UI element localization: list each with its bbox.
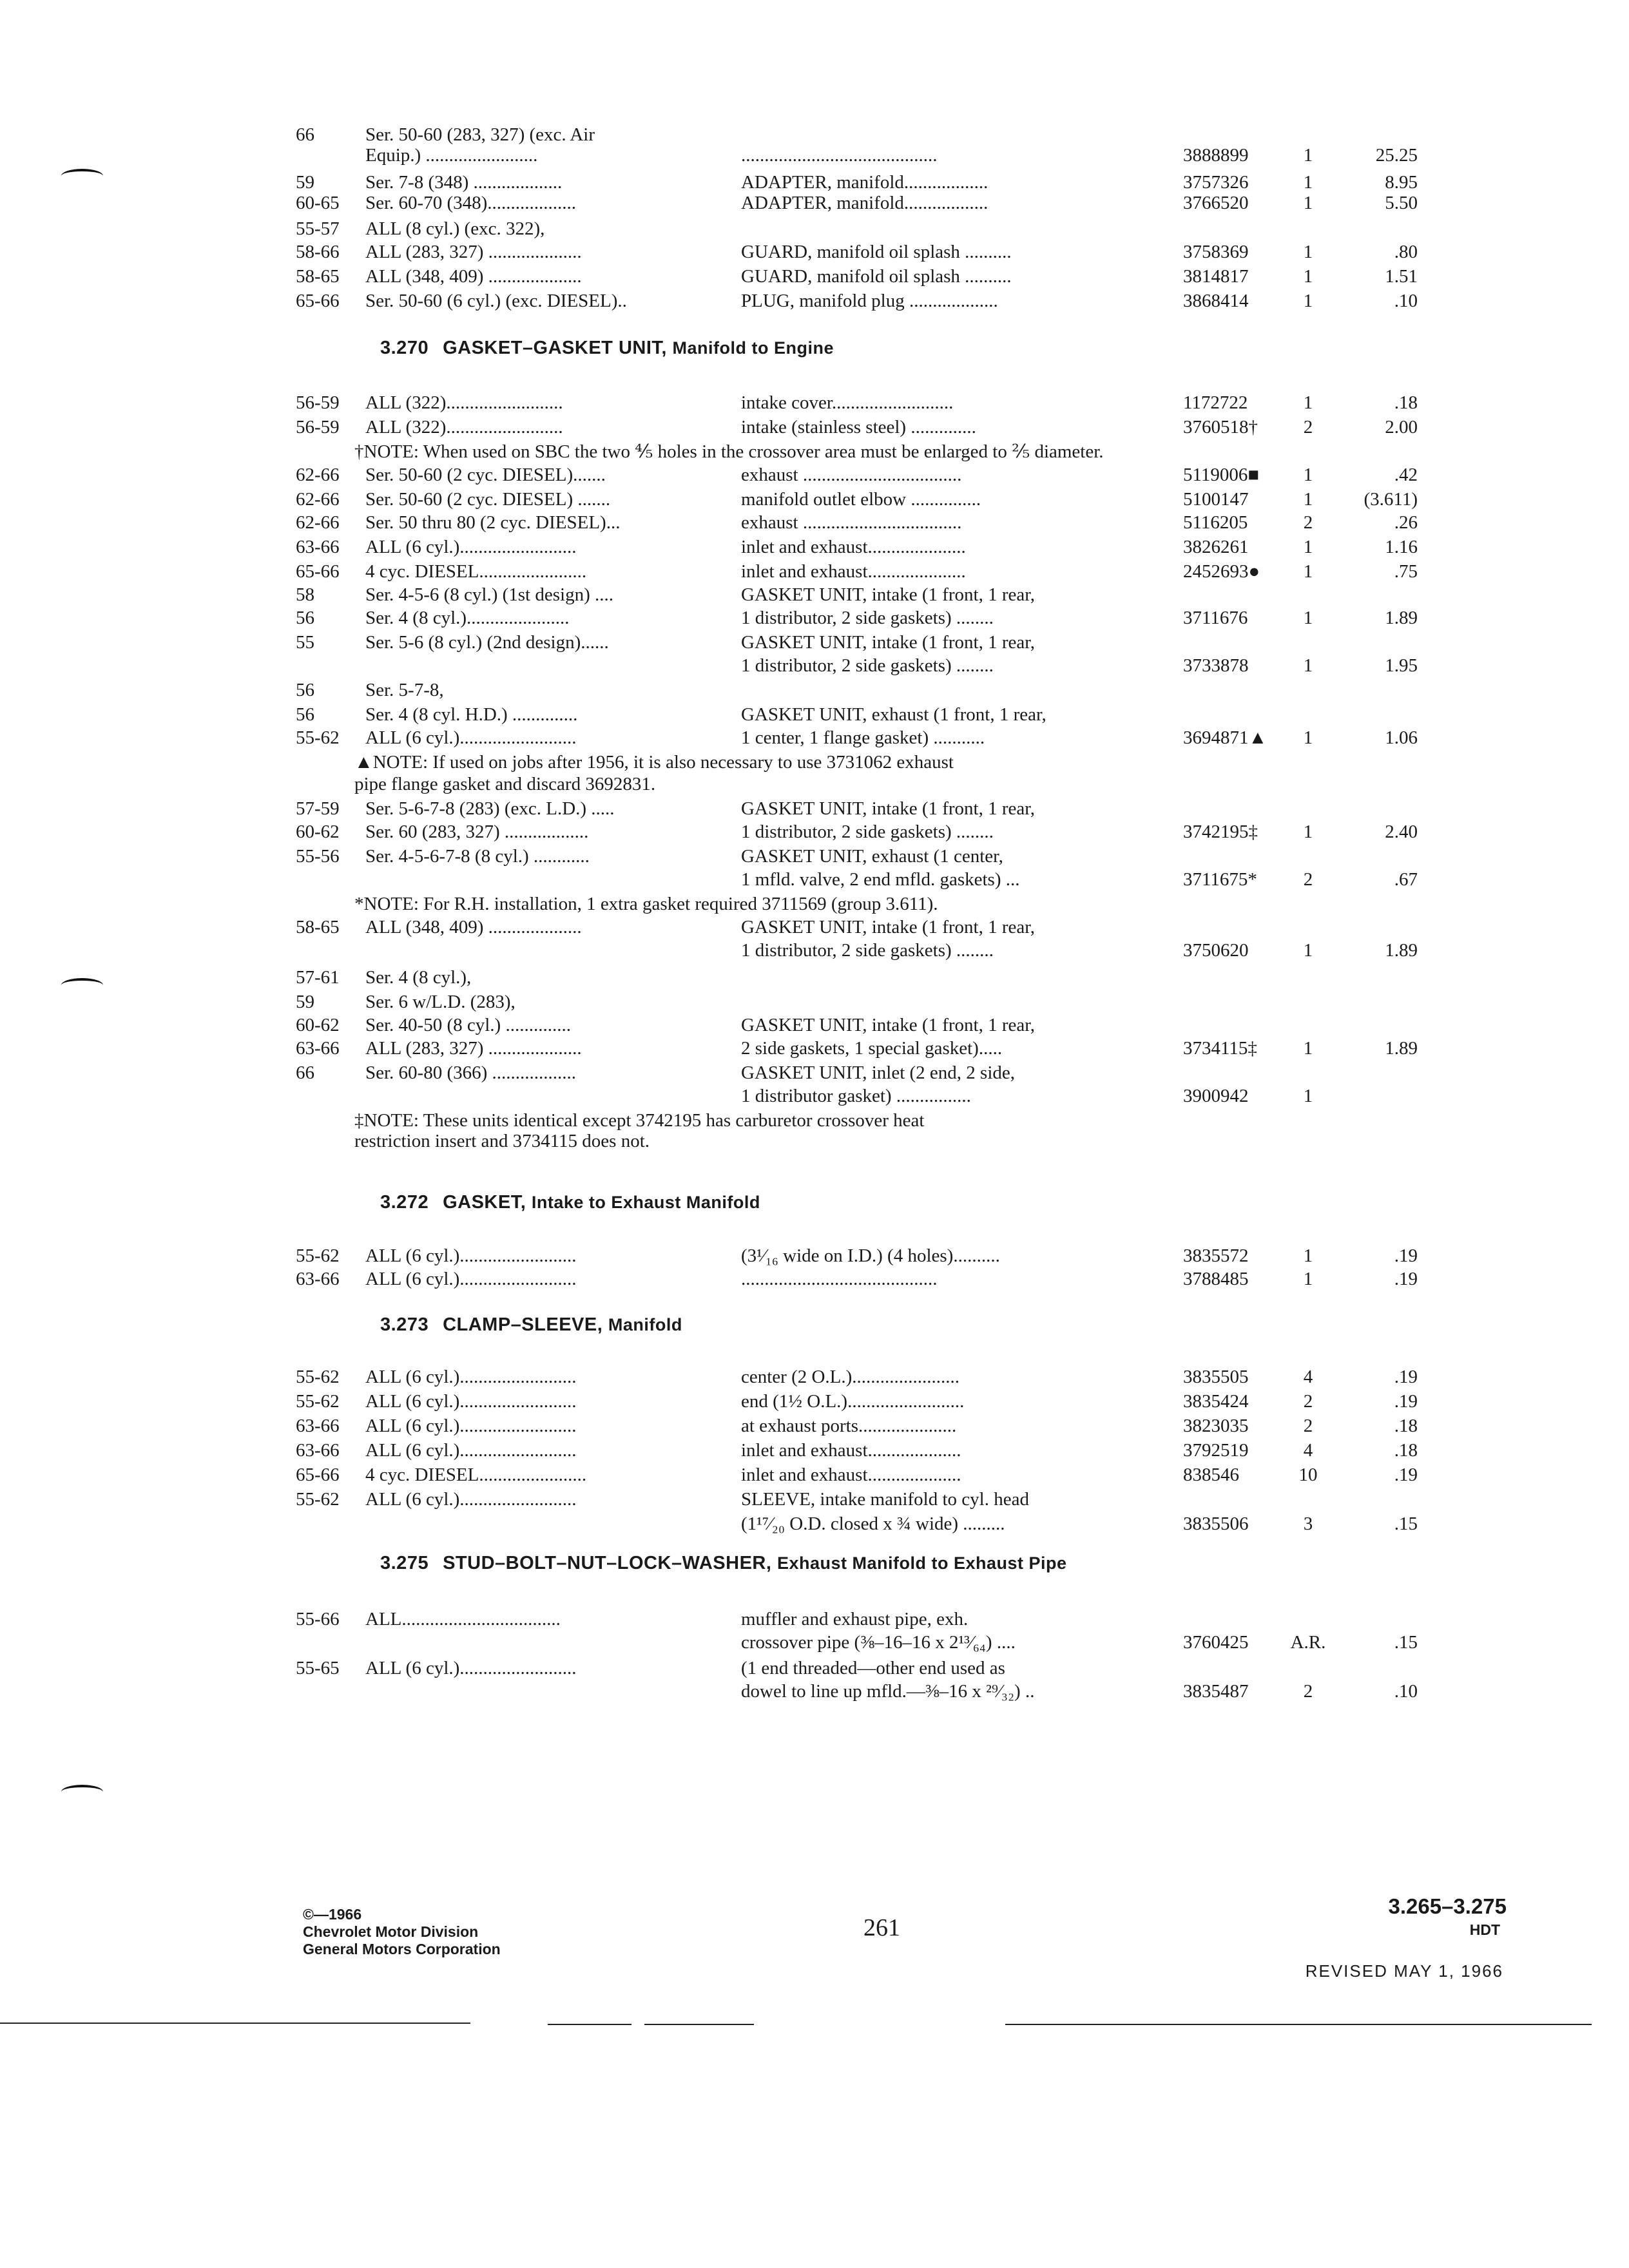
price-cell: .19 — [1394, 1245, 1418, 1266]
applicability-cell: ALL (6 cyl.)......................... — [365, 1658, 577, 1678]
part-row — [0, 390, 1629, 415]
price-cell: .18 — [1394, 1440, 1418, 1461]
part-row — [0, 559, 1629, 584]
description-cell: GASKET UNIT, intake (1 front, 1 rear, — [741, 798, 1035, 819]
description-cell: end (1½ O.L.)......................... — [741, 1391, 965, 1412]
quantity-cell: 1 — [1303, 193, 1313, 213]
yr-cell: 63-66 — [296, 1416, 340, 1436]
part-number-cell: 3814817 — [1183, 266, 1249, 287]
price-cell: 1.89 — [1385, 1038, 1418, 1059]
part-number-cell: 3750620 — [1183, 940, 1249, 961]
part-number-cell: 3835505 — [1183, 1367, 1249, 1387]
yr-cell: 58-65 — [296, 917, 340, 937]
quantity-cell: 1 — [1303, 145, 1313, 166]
yr-cell: 56 — [296, 680, 314, 700]
quantity-cell: 1 — [1303, 392, 1313, 413]
part-number-cell: 3757326 — [1183, 172, 1249, 193]
description-cell: muffler and exhaust pipe, exh. — [741, 1609, 969, 1629]
part-row — [0, 678, 1629, 702]
price-cell: .19 — [1394, 1269, 1418, 1289]
section-subtitle: Manifold — [608, 1315, 682, 1334]
yr-cell: 62-66 — [296, 465, 340, 485]
applicability-cell: Ser. 50-60 (6 cyl.) (exc. DIESEL).. — [365, 291, 627, 311]
part-row — [0, 702, 1629, 727]
part-row — [0, 463, 1629, 487]
applicability-cell: Ser. 60-70 (348)................... — [365, 193, 577, 213]
price-cell: .19 — [1394, 1391, 1418, 1412]
description-cell: at exhaust ports..................... — [741, 1416, 957, 1436]
quantity-cell: 1 — [1303, 172, 1313, 193]
description-cell: (1¹⁷⁄₂₀ O.D. closed x ¾ wide) ......... — [741, 1514, 1005, 1534]
applicability-cell: Equip.) ........................ — [365, 145, 538, 166]
yr-cell: 66 — [296, 124, 314, 145]
price-cell: 1.89 — [1385, 608, 1418, 628]
description-cell: center (2 O.L.)....................... — [741, 1367, 960, 1387]
yr-cell: 65-66 — [296, 291, 340, 311]
part-number-cell: 1172722 — [1183, 392, 1248, 413]
description-cell: (1 end threaded—other end used as — [741, 1658, 1005, 1678]
part-number-cell: 3835572 — [1183, 1245, 1249, 1266]
yr-cell: 65-66 — [296, 1465, 340, 1485]
price-cell: .10 — [1394, 291, 1418, 311]
applicability-cell: Ser. 4-5-6 (8 cyl.) (1st design) .... — [365, 584, 613, 605]
applicability-cell: ALL (322)......................... — [365, 417, 563, 437]
quantity-cell: 1 — [1303, 940, 1313, 961]
quantity-cell: 4 — [1303, 1440, 1313, 1461]
applicability-cell: Ser. 4 (8 cyl.)...................... — [365, 608, 570, 628]
quantity-cell: 1 — [1303, 1086, 1313, 1106]
price-cell: .26 — [1394, 512, 1418, 533]
footnote-text: †NOTE: When used on SBC the two ⅘ holes in the crossover area must be enlarged to ⅖ diameter. — [354, 441, 1104, 462]
section-number: 3.275 — [380, 1553, 429, 1573]
applicability-cell: ALL (6 cyl.)......................... — [365, 1269, 577, 1289]
yr-cell: 60-62 — [296, 822, 340, 842]
yr-cell: 55-62 — [296, 1245, 340, 1266]
part-row — [0, 1244, 1629, 1268]
part-row — [0, 1414, 1629, 1438]
copyright: ©—1966 — [303, 1906, 362, 1923]
quantity-cell: 2 — [1303, 512, 1313, 533]
footnote-row — [0, 750, 1629, 774]
part-row — [0, 844, 1629, 869]
applicability-cell: Ser. 4 (8 cyl. H.D.) .............. — [365, 704, 578, 725]
applicability-cell: Ser. 7-8 (348) ................... — [365, 172, 563, 193]
part-row — [0, 1061, 1629, 1085]
part-number-cell: 3694871▲ — [1183, 727, 1268, 748]
description-cell: GASKET UNIT, intake (1 front, 1 rear, — [741, 584, 1035, 605]
quantity-cell: 2 — [1303, 1391, 1313, 1412]
section-title: GASKET, — [443, 1192, 526, 1213]
part-number-cell: 5119006■ — [1183, 465, 1259, 485]
price-cell: .18 — [1394, 1416, 1418, 1436]
applicability-cell: Ser. 4-5-6-7-8 (8 cyl.) ............ — [365, 846, 590, 867]
section-number: 3.270 — [380, 338, 429, 358]
part-row — [0, 1438, 1629, 1463]
applicability-cell: Ser. 5-6 (8 cyl.) (2nd design)...... — [365, 632, 609, 653]
yr-cell: 65-66 — [296, 561, 340, 582]
price-cell: (3.611) — [1364, 489, 1418, 510]
description-cell: .......................................... — [741, 145, 938, 166]
part-row — [0, 240, 1629, 264]
quantity-cell: 10 — [1298, 1465, 1318, 1485]
part-number-cell: 3826261 — [1183, 537, 1249, 557]
quantity-cell: 2 — [1303, 1416, 1313, 1436]
part-row — [0, 726, 1629, 750]
price-cell: 1.06 — [1385, 727, 1418, 748]
yr-cell: 63-66 — [296, 537, 340, 557]
part-number-cell: 3760425 — [1183, 1632, 1249, 1653]
quantity-cell: 1 — [1303, 655, 1313, 676]
part-number-cell: 3788485 — [1183, 1269, 1249, 1289]
applicability-cell: ALL (348, 409) .................... — [365, 266, 582, 287]
page-number: 261 — [863, 1914, 900, 1941]
section-number: 3.272 — [380, 1192, 429, 1213]
applicability-cell: Ser. 60 (283, 327) .................. — [365, 822, 589, 842]
applicability-cell: Ser. 5-7-8, — [365, 680, 444, 700]
divider — [548, 2024, 631, 2025]
applicability-cell: ALL (6 cyl.)......................... — [365, 1489, 577, 1510]
part-row — [0, 1656, 1629, 1680]
divider — [644, 2024, 754, 2025]
footnote-text: ▲NOTE: If used on jobs after 1956, it is also necessary to use 3731062 exhaust — [354, 752, 954, 773]
quantity-cell: 1 — [1303, 537, 1313, 557]
part-row — [0, 1389, 1629, 1414]
footnote-row — [0, 772, 1629, 796]
description-cell: GUARD, manifold oil splash .......... — [741, 242, 1012, 262]
part-row — [0, 990, 1629, 1014]
applicability-cell: Ser. 50-60 (2 cyc. DIESEL)....... — [365, 465, 606, 485]
section-title: CLAMP–SLEEVE, — [443, 1314, 603, 1335]
quantity-cell: 2 — [1303, 417, 1313, 437]
price-cell: 1.95 — [1385, 655, 1418, 676]
group-range: 3.265–3.275 — [1388, 1894, 1507, 1918]
description-cell: exhaust .................................. — [741, 512, 962, 533]
price-cell: 1.51 — [1385, 266, 1418, 287]
price-cell: 1.89 — [1385, 940, 1418, 961]
description-cell: GASKET UNIT, intake (1 front, 1 rear, — [741, 1015, 1035, 1035]
price-cell: 8.95 — [1385, 172, 1418, 193]
part-number-cell: 3711676 — [1183, 608, 1248, 628]
part-number-cell: 3868414 — [1183, 291, 1249, 311]
part-row — [0, 965, 1629, 990]
description-cell: 1 distributor, 2 side gaskets) ........ — [741, 822, 994, 842]
applicability-cell: ALL (6 cyl.)......................... — [365, 1440, 577, 1461]
description-cell: 1 distributor, 2 side gaskets) ........ — [741, 655, 994, 676]
part-row — [0, 1512, 1629, 1536]
applicability-cell: Ser. 4 (8 cyl.), — [365, 967, 472, 988]
catalog-code: HDT — [1469, 1921, 1500, 1938]
yr-cell: 62-66 — [296, 489, 340, 510]
part-row — [0, 1267, 1629, 1291]
price-cell: .15 — [1394, 1632, 1418, 1653]
part-row — [0, 938, 1629, 963]
description-cell: intake cover.......................... — [741, 392, 954, 413]
price-cell: .19 — [1394, 1367, 1418, 1387]
quantity-cell: 4 — [1303, 1367, 1313, 1387]
applicability-cell: 4 cyc. DIESEL....................... — [365, 1465, 587, 1485]
applicability-cell: 4 cyc. DIESEL....................... — [365, 561, 587, 582]
part-row — [0, 487, 1629, 512]
part-row — [0, 510, 1629, 535]
footnote-text: pipe flange gasket and discard 3692831. — [354, 774, 656, 794]
part-number-cell: 3766520 — [1183, 193, 1249, 213]
part-number-cell: 3760518† — [1183, 417, 1258, 437]
part-row — [0, 796, 1629, 821]
yr-cell: 56-59 — [296, 392, 340, 413]
yr-cell: 56 — [296, 608, 314, 628]
yr-cell: 55-65 — [296, 1658, 340, 1678]
description-cell: crossover pipe (⅜–16–16 x 2¹³⁄₆₄) .... — [741, 1632, 1016, 1653]
part-row — [0, 1365, 1629, 1389]
quantity-cell: 1 — [1303, 291, 1313, 311]
description-cell: GASKET UNIT, exhaust (1 front, 1 rear, — [741, 704, 1046, 725]
binder-hole-mark — [61, 1785, 103, 1799]
description-cell: GASKET UNIT, inlet (2 end, 2 side, — [741, 1062, 1016, 1083]
price-cell: .80 — [1394, 242, 1418, 262]
part-row — [0, 606, 1629, 630]
yr-cell: 58 — [296, 584, 314, 605]
part-number-cell: 3742195‡ — [1183, 822, 1258, 842]
description-cell: inlet and exhaust..................... — [741, 537, 966, 557]
applicability-cell: Ser. 50-60 (283, 327) (exc. Air — [365, 124, 595, 145]
applicability-cell: ALL (6 cyl.)......................... — [365, 1416, 577, 1436]
quantity-cell: 3 — [1303, 1514, 1313, 1534]
part-row — [0, 289, 1629, 313]
quantity-cell: 1 — [1303, 242, 1313, 262]
description-cell: exhaust .................................. — [741, 465, 962, 485]
description-cell: .......................................... — [741, 1269, 938, 1289]
part-number-cell: 838546 — [1183, 1465, 1239, 1485]
quantity-cell: 1 — [1303, 561, 1313, 582]
yr-cell: 58-66 — [296, 242, 340, 262]
description-cell: 1 mfld. valve, 2 end mfld. gaskets) ... — [741, 869, 1020, 890]
part-row — [0, 264, 1629, 289]
footnote-row — [0, 1129, 1629, 1153]
part-row — [0, 1630, 1629, 1655]
quantity-cell: 1 — [1303, 489, 1313, 510]
revised-date: REVISED MAY 1, 1966 — [1305, 1961, 1503, 1981]
footnote-row — [0, 439, 1629, 464]
part-row — [0, 1607, 1629, 1631]
description-cell: ADAPTER, manifold.................. — [741, 193, 988, 213]
section-header-3-272 — [380, 1192, 760, 1213]
yr-cell: 55-62 — [296, 1391, 340, 1412]
description-cell: 2 side gaskets, 1 special gasket)..... — [741, 1038, 1003, 1059]
section-subtitle: Exhaust Manifold to Exhaust Pipe — [776, 1553, 1067, 1573]
part-row — [0, 915, 1629, 939]
quantity-cell: 1 — [1303, 1038, 1313, 1059]
quantity-cell: 1 — [1303, 1269, 1313, 1289]
footnote-text: ‡NOTE: These units identical except 3742195 has carburetor crossover heat — [354, 1110, 925, 1131]
applicability-cell: ALL (6 cyl.)......................... — [365, 1245, 577, 1266]
description-cell: 1 distributor, 2 side gaskets) ........ — [741, 608, 994, 628]
footnote-row — [0, 892, 1629, 916]
part-row — [0, 653, 1629, 678]
applicability-cell: ALL.................................. — [365, 1609, 561, 1629]
yr-cell: 60-65 — [296, 193, 340, 213]
yr-cell: 59 — [296, 992, 314, 1012]
part-number-cell: 3734115‡ — [1183, 1038, 1257, 1059]
part-row — [0, 216, 1629, 241]
quantity-cell: 1 — [1303, 822, 1313, 842]
applicability-cell: ALL (8 cyl.) (exc. 322), — [365, 218, 545, 239]
description-cell: 1 distributor, 2 side gaskets) ........ — [741, 940, 994, 961]
footer-publisher — [303, 1906, 501, 1958]
part-row — [0, 535, 1629, 559]
applicability-cell: Ser. 50-60 (2 cyc. DIESEL) ....... — [365, 489, 611, 510]
section-subtitle: Manifold to Engine — [672, 338, 834, 358]
description-cell: ADAPTER, manifold.................. — [741, 172, 988, 193]
yr-cell: 55-62 — [296, 1489, 340, 1510]
part-number-cell: 3900942 — [1183, 1086, 1249, 1106]
yr-cell: 66 — [296, 1062, 314, 1083]
yr-cell: 63-66 — [296, 1269, 340, 1289]
part-row — [0, 1036, 1629, 1061]
applicability-cell: ALL (283, 327) .................... — [365, 1038, 582, 1059]
yr-cell: 57-59 — [296, 798, 340, 819]
part-row — [0, 1679, 1629, 1704]
applicability-cell: ALL (6 cyl.)......................... — [365, 1391, 577, 1412]
section-number: 3.273 — [380, 1314, 429, 1335]
yr-cell: 57-61 — [296, 967, 340, 988]
description-cell: inlet and exhaust.................... — [741, 1440, 961, 1461]
part-row — [0, 820, 1629, 844]
section-header-3-275 — [380, 1553, 1067, 1574]
price-cell: .67 — [1394, 869, 1418, 890]
description-cell: intake (stainless steel) .............. — [741, 417, 976, 437]
yr-cell: 55-66 — [296, 1609, 340, 1629]
yr-cell: 56-59 — [296, 417, 340, 437]
part-number-cell: 3792519 — [1183, 1440, 1249, 1461]
description-cell: dowel to line up mfld.—⅜–16 x ²⁹⁄₃₂) .. — [741, 1681, 1035, 1702]
description-cell: 1 distributor gasket) ................ — [741, 1086, 971, 1106]
description-cell: (3¹⁄₁₆ wide on I.D.) (4 holes).......... — [741, 1245, 1000, 1266]
part-row — [0, 630, 1629, 655]
applicability-cell: ALL (322)......................... — [365, 392, 563, 413]
price-cell: .75 — [1394, 561, 1418, 582]
applicability-cell: ALL (6 cyl.)......................... — [365, 537, 577, 557]
part-row — [0, 1463, 1629, 1487]
yr-cell: 56 — [296, 704, 314, 725]
applicability-cell: ALL (6 cyl.)......................... — [365, 1367, 577, 1387]
price-cell: 5.50 — [1385, 193, 1418, 213]
part-row — [0, 582, 1629, 607]
part-number-cell: 3835424 — [1183, 1391, 1249, 1412]
applicability-cell: Ser. 50 thru 80 (2 cyc. DIESEL)... — [365, 512, 621, 533]
price-cell: .18 — [1394, 392, 1418, 413]
part-row — [0, 1084, 1629, 1108]
quantity-cell: A.R. — [1290, 1632, 1326, 1653]
description-cell: GASKET UNIT, intake (1 front, 1 rear, — [741, 632, 1035, 653]
price-cell: .10 — [1394, 1681, 1418, 1702]
part-number-cell: 3711675* — [1183, 869, 1257, 890]
part-number-cell: 5116205 — [1183, 512, 1248, 533]
divider — [0, 2023, 470, 2024]
yr-cell: 59 — [296, 172, 314, 193]
description-cell: manifold outlet elbow ............... — [741, 489, 981, 510]
price-cell: 1.16 — [1385, 537, 1418, 557]
part-row — [0, 191, 1629, 215]
yr-cell: 62-66 — [296, 512, 340, 533]
quantity-cell: 1 — [1303, 465, 1313, 485]
part-number-cell: 3835487 — [1183, 1681, 1249, 1702]
description-cell: 1 center, 1 flange gasket) ........... — [741, 727, 985, 748]
section-title: STUD–BOLT–NUT–LOCK–WASHER, — [443, 1553, 772, 1573]
yr-cell: 63-66 — [296, 1440, 340, 1461]
price-cell: 25.25 — [1375, 145, 1418, 166]
section-subtitle: Intake to Exhaust Manifold — [531, 1193, 760, 1212]
part-number-cell: 3888899 — [1183, 145, 1249, 166]
part-number-cell: 3835506 — [1183, 1514, 1249, 1534]
part-number-cell: 2452693● — [1183, 561, 1260, 582]
price-cell: .42 — [1394, 465, 1418, 485]
section-title: GASKET–GASKET UNIT, — [443, 338, 667, 358]
yr-cell: 55-57 — [296, 218, 340, 239]
yr-cell: 55-56 — [296, 846, 340, 867]
part-row — [0, 1013, 1629, 1037]
part-row — [0, 867, 1629, 892]
yr-cell: 55-62 — [296, 1367, 340, 1387]
price-cell: 2.40 — [1385, 822, 1418, 842]
section-header-3-273 — [380, 1314, 682, 1336]
applicability-cell: ALL (348, 409) .................... — [365, 917, 582, 937]
yr-cell: 55 — [296, 632, 314, 653]
description-cell: PLUG, manifold plug ................... — [741, 291, 998, 311]
quantity-cell: 2 — [1303, 869, 1313, 890]
description-cell: GUARD, manifold oil splash .......... — [741, 266, 1012, 287]
footnote-text: *NOTE: For R.H. installation, 1 extra gasket required 3711569 (group 3.611). — [354, 894, 938, 914]
yr-cell: 63-66 — [296, 1038, 340, 1059]
part-row — [0, 1487, 1629, 1512]
applicability-cell: Ser. 40-50 (8 cyl.) .............. — [365, 1015, 571, 1035]
applicability-cell: Ser. 6 w/L.D. (283), — [365, 992, 516, 1012]
description-cell: inlet and exhaust..................... — [741, 561, 966, 582]
price-cell: 2.00 — [1385, 417, 1418, 437]
applicability-cell: ALL (283, 327) .................... — [365, 242, 582, 262]
yr-cell: 58-65 — [296, 266, 340, 287]
description-cell: inlet and exhaust.................... — [741, 1465, 961, 1485]
applicability-cell: Ser. 60-80 (366) .................. — [365, 1062, 577, 1083]
part-row — [0, 143, 1629, 168]
quantity-cell: 1 — [1303, 608, 1313, 628]
description-cell: GASKET UNIT, intake (1 front, 1 rear, — [741, 917, 1035, 937]
yr-cell: 60-62 — [296, 1015, 340, 1035]
division: Chevrolet Motor Division — [303, 1923, 479, 1940]
price-cell: .19 — [1394, 1465, 1418, 1485]
divider — [1005, 2024, 1592, 2025]
applicability-cell: Ser. 5-6-7-8 (283) (exc. L.D.) ..... — [365, 798, 615, 819]
footnote-text: restriction insert and 3734115 does not. — [354, 1131, 650, 1151]
part-number-cell: 5100147 — [1183, 489, 1249, 510]
corporation: General Motors Corporation — [303, 1941, 501, 1957]
quantity-cell: 1 — [1303, 266, 1313, 287]
quantity-cell: 2 — [1303, 1681, 1313, 1702]
part-number-cell: 3823035 — [1183, 1416, 1249, 1436]
yr-cell: 55-62 — [296, 727, 340, 748]
quantity-cell: 1 — [1303, 727, 1313, 748]
section-header-3-270 — [380, 338, 834, 359]
quantity-cell: 1 — [1303, 1245, 1313, 1266]
price-cell: .15 — [1394, 1514, 1418, 1534]
description-cell: SLEEVE, intake manifold to cyl. head — [741, 1489, 1029, 1510]
applicability-cell: ALL (6 cyl.)......................... — [365, 727, 577, 748]
description-cell: GASKET UNIT, exhaust (1 center, — [741, 846, 1003, 867]
part-number-cell: 3733878 — [1183, 655, 1249, 676]
part-row — [0, 415, 1629, 439]
part-number-cell: 3758369 — [1183, 242, 1249, 262]
